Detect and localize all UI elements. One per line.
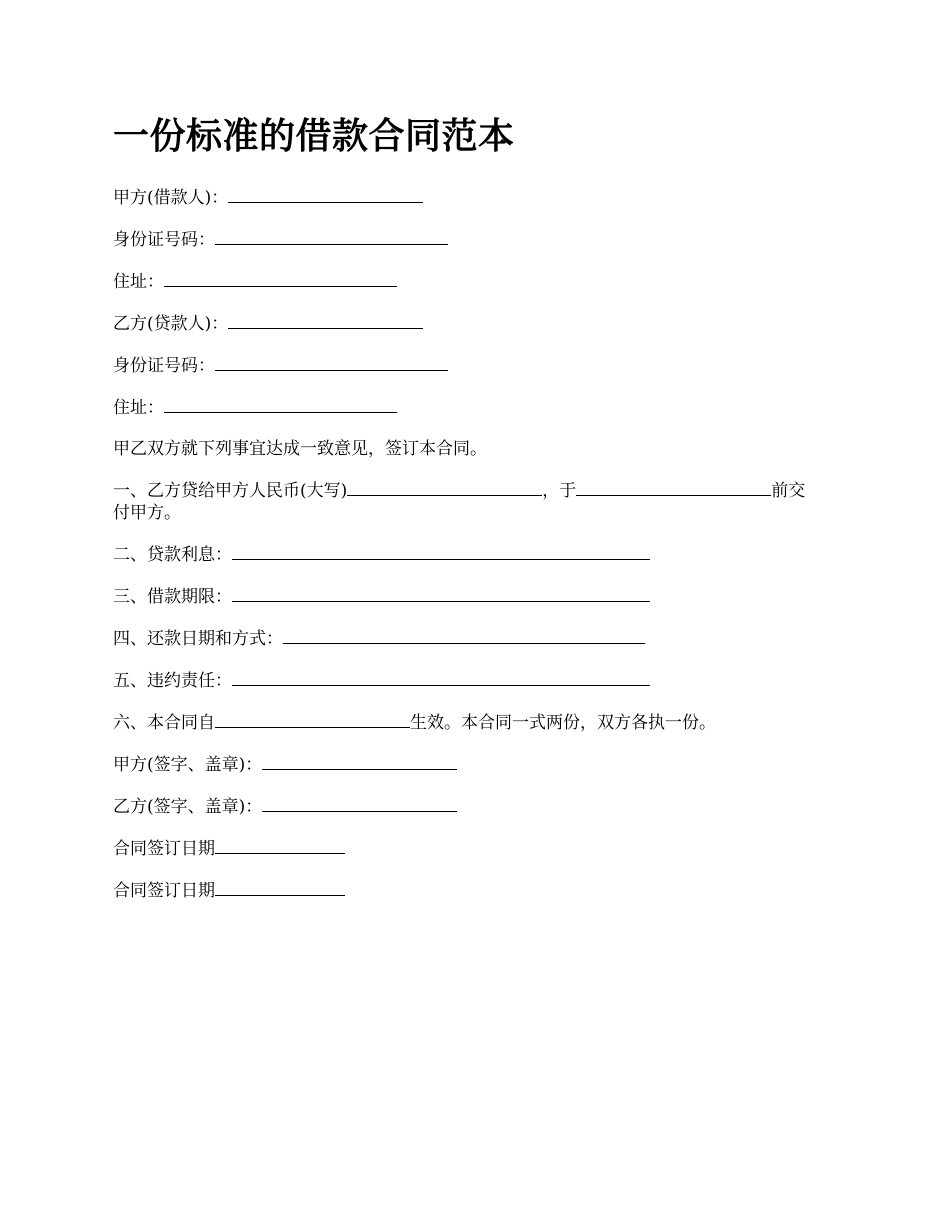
party-a-id-blank[interactable] — [215, 228, 448, 245]
party-b-label: 乙方(贷款人)： — [113, 314, 229, 334]
sign-b-label: 乙方(签字、盖章)： — [113, 797, 263, 817]
party-b-id-line — [113, 354, 838, 377]
clause-4-label: 四、还款日期和方式： — [113, 629, 283, 649]
clause-1-prefix: 一、乙方贷给甲方人民币(大写) — [113, 481, 348, 501]
clause-2-label: 二、贷款利息： — [113, 545, 232, 565]
page-title: 一份标准的借款合同范本 — [113, 115, 515, 157]
party-a-address-label: 住址： — [113, 272, 164, 292]
clause-3 — [113, 585, 838, 608]
clause-2 — [113, 543, 838, 566]
clause-1-middle: ，于 — [542, 481, 577, 501]
party-b-id-blank[interactable] — [215, 354, 448, 371]
clause-5-blank[interactable] — [232, 669, 650, 686]
sign-a-blank[interactable] — [262, 753, 457, 770]
party-b-id-label: 身份证号码： — [113, 356, 215, 376]
sign-date-blank-1[interactable] — [215, 837, 345, 854]
clause-3-label: 三、借款期限： — [113, 587, 232, 607]
party-a-label: 甲方(借款人)： — [113, 188, 229, 208]
clause-1 — [113, 479, 838, 502]
party-a-address-blank[interactable] — [164, 270, 397, 287]
clause-5 — [113, 669, 838, 692]
sign-a-label: 甲方(签字、盖章)： — [113, 755, 263, 775]
sign-date-label-2: 合同签订日期 — [113, 881, 215, 901]
clause-1-amount-blank[interactable] — [347, 479, 542, 496]
clause-1-continuation: 付甲方。 — [113, 503, 181, 523]
party-b-address-line — [113, 396, 838, 419]
sign-date-line-1 — [113, 837, 838, 860]
clause-6-blank[interactable] — [215, 711, 410, 728]
agreement-text: 甲乙双方就下列事宜达成一致意见，签订本合同。 — [113, 439, 487, 459]
party-b-address-label: 住址： — [113, 398, 164, 418]
clause-4-blank[interactable] — [283, 627, 645, 644]
clause-6 — [113, 711, 838, 734]
clause-1-date-blank[interactable] — [576, 479, 771, 496]
party-a-id-line — [113, 228, 838, 251]
party-b-blank[interactable] — [228, 312, 423, 329]
clause-3-blank[interactable] — [232, 585, 650, 602]
clause-4 — [113, 627, 838, 650]
party-a-id-label: 身份证号码： — [113, 230, 215, 250]
party-a-line — [113, 186, 838, 209]
sign-b-line — [113, 795, 838, 818]
party-b-line — [113, 312, 838, 335]
sign-date-line-2 — [113, 879, 838, 902]
sign-date-label-1: 合同签订日期 — [113, 839, 215, 859]
sign-a-line — [113, 753, 838, 776]
party-a-address-line — [113, 270, 838, 293]
clause-1-suffix-a: 前交 — [771, 481, 806, 501]
clause-2-blank[interactable] — [232, 543, 650, 560]
contract-page — [113, 112, 838, 921]
clause-6-suffix: 生效。本合同一式两份，双方各执一份。 — [410, 713, 716, 733]
sign-b-blank[interactable] — [262, 795, 457, 812]
sign-date-blank-2[interactable] — [215, 879, 345, 896]
party-a-blank[interactable] — [228, 186, 423, 203]
clause-5-label: 五、违约责任： — [113, 671, 232, 691]
clause-6-prefix: 六、本合同自 — [113, 713, 215, 733]
party-b-address-blank[interactable] — [164, 396, 397, 413]
